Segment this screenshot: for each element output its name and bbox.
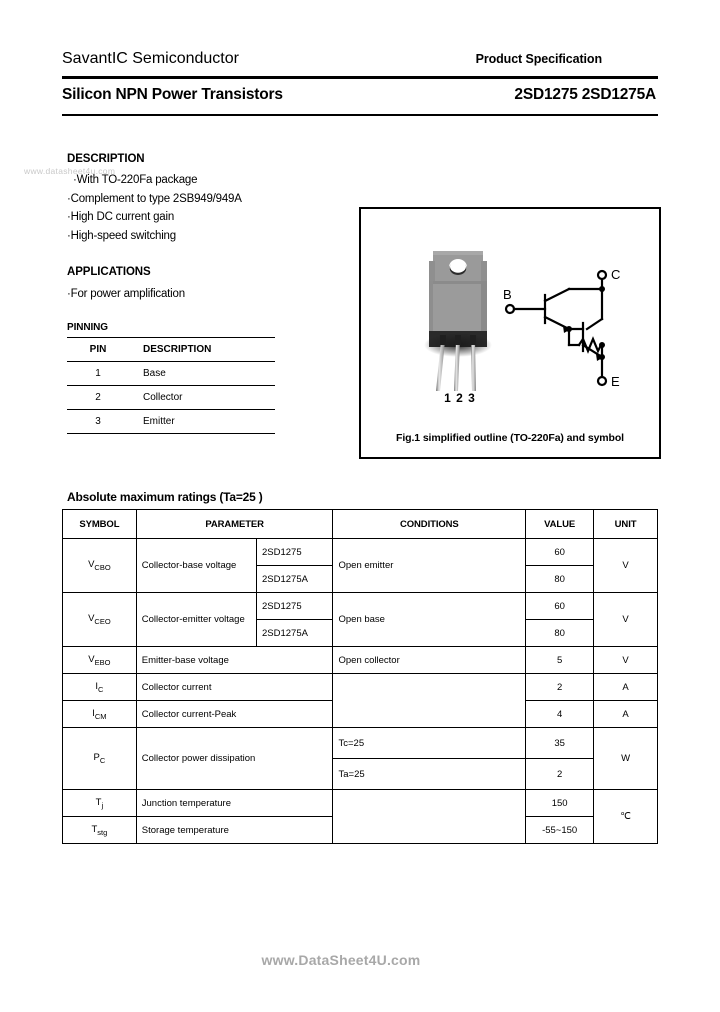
symbol-label-base: B	[503, 287, 512, 302]
row-unit: V	[594, 647, 658, 674]
description-list	[67, 171, 242, 245]
row-variant: 2SD1275A	[256, 566, 333, 593]
table-row	[63, 728, 658, 759]
transistor-package-image	[419, 245, 501, 393]
row-value: 2	[526, 759, 594, 790]
row-unit: ℃	[594, 790, 658, 844]
pin-description: Collector	[129, 386, 275, 410]
row-variant: 2SD1275	[256, 539, 333, 566]
table-row	[67, 362, 275, 386]
row-symbol: $P_C$	[63, 728, 137, 790]
pin-number: 3	[67, 410, 129, 434]
figure-caption: Fig.1 simplified outline (TO-220Fa) and symbol	[396, 432, 624, 444]
row-parameter: Collector power dissipation	[136, 728, 333, 790]
col-conditions: CONDITIONS	[333, 510, 526, 539]
row-condition: Open emitter	[333, 539, 526, 593]
document-type: Product Specification	[475, 52, 602, 66]
table-row	[63, 674, 658, 701]
watermark-left: www.datasheet4u.com	[24, 166, 116, 176]
row-unit: V	[594, 593, 658, 647]
row-value: 5	[526, 647, 594, 674]
row-symbol: $T_j$	[63, 790, 137, 817]
row-symbol: $V_{CBO}$	[63, 539, 137, 593]
col-value: VALUE	[526, 510, 594, 539]
table-row	[67, 386, 275, 410]
pinning-col-description: DESCRIPTION	[129, 338, 275, 362]
row-parameter: Collector-emitter voltage	[136, 593, 256, 647]
header-rule-bottom	[62, 114, 658, 116]
row-symbol: $I_C$	[63, 674, 137, 701]
table-header-row	[63, 510, 658, 539]
pin-number: 1	[67, 362, 129, 386]
part-numbers: 2SD1275 2SD1275A	[514, 86, 656, 103]
row-unit: A	[594, 674, 658, 701]
row-value: 2	[526, 674, 594, 701]
col-parameter: PARAMETER	[136, 510, 333, 539]
pinning-table	[67, 337, 275, 434]
row-parameter: Collector current-Peak	[136, 701, 333, 728]
row-value: 80	[526, 620, 594, 647]
table-row	[63, 593, 658, 620]
row-unit: W	[594, 728, 658, 790]
table-row	[67, 410, 275, 434]
row-condition: Open base	[333, 593, 526, 647]
pinning-section	[67, 322, 275, 434]
row-condition: Open collector	[333, 647, 526, 674]
row-condition: Tc=25	[333, 728, 526, 759]
list-item: ·For power amplification	[67, 288, 185, 300]
header-rule-top	[62, 76, 658, 79]
row-parameter: Emitter-base voltage	[136, 647, 333, 674]
applications-heading: APPLICATIONS	[67, 266, 151, 278]
row-value: 4	[526, 701, 594, 728]
row-symbol: $V_{CEO}$	[63, 593, 137, 647]
pinning-col-pin: PIN	[67, 338, 129, 362]
list-item: ·Complement to type 2SB949/949A	[67, 192, 242, 205]
table-row	[63, 647, 658, 674]
list-item: ·High-speed switching	[67, 229, 176, 242]
header-top-row	[62, 50, 658, 68]
row-symbol: $I_{CM}$	[63, 701, 137, 728]
package-pin-numbers: 1 2 3	[444, 391, 476, 405]
symbol-label-emitter: E	[611, 374, 620, 389]
row-value: 60	[526, 539, 594, 566]
row-value: 80	[526, 566, 594, 593]
col-unit: UNIT	[594, 510, 658, 539]
absolute-maximum-ratings-table	[62, 509, 658, 844]
pinning-label: PINNING	[67, 322, 108, 333]
row-parameter: Junction temperature	[136, 790, 333, 817]
page-title: Silicon NPN Power Transistors	[62, 86, 283, 103]
watermark-footer: www.DataSheet4U.com	[261, 952, 421, 968]
description-heading: DESCRIPTION	[67, 153, 145, 165]
list-item: ·High DC current gain	[67, 211, 175, 223]
row-condition	[333, 790, 526, 844]
pin-description: Base	[129, 362, 275, 386]
ratings-title: Absolute maximum ratings (Ta=25 )	[67, 490, 263, 504]
table-row	[63, 539, 658, 566]
row-parameter: Collector current	[136, 674, 333, 701]
table-row	[63, 790, 658, 817]
row-value: 150	[526, 790, 594, 817]
row-parameter: Collector-base voltage	[136, 539, 256, 593]
header-title-row	[62, 86, 658, 104]
row-condition: Ta=25	[333, 759, 526, 790]
company-name: SavantIC Semiconductor	[62, 50, 239, 67]
row-condition	[333, 674, 526, 728]
transistor-symbol-diagram	[501, 267, 631, 397]
row-parameter: Storage temperature	[136, 817, 333, 844]
row-variant: 2SD1275	[256, 593, 333, 620]
list-item: ·With TO-220Fa package	[73, 174, 198, 186]
row-symbol: $T_{stg}$	[63, 817, 137, 844]
row-symbol: $V_{EBO}$	[63, 647, 137, 674]
row-unit: A	[594, 701, 658, 728]
row-variant: 2SD1275A	[256, 620, 333, 647]
row-value: 60	[526, 593, 594, 620]
row-unit: V	[594, 539, 658, 593]
col-symbol: SYMBOL	[63, 510, 137, 539]
table-header-row	[67, 338, 275, 362]
figure-container	[359, 207, 661, 459]
applications-list	[67, 285, 185, 304]
row-value: -55~150	[526, 817, 594, 844]
symbol-label-collector: C	[611, 267, 621, 282]
pin-number: 2	[67, 386, 129, 410]
row-value: 35	[526, 728, 594, 759]
pin-description: Emitter	[129, 410, 275, 434]
